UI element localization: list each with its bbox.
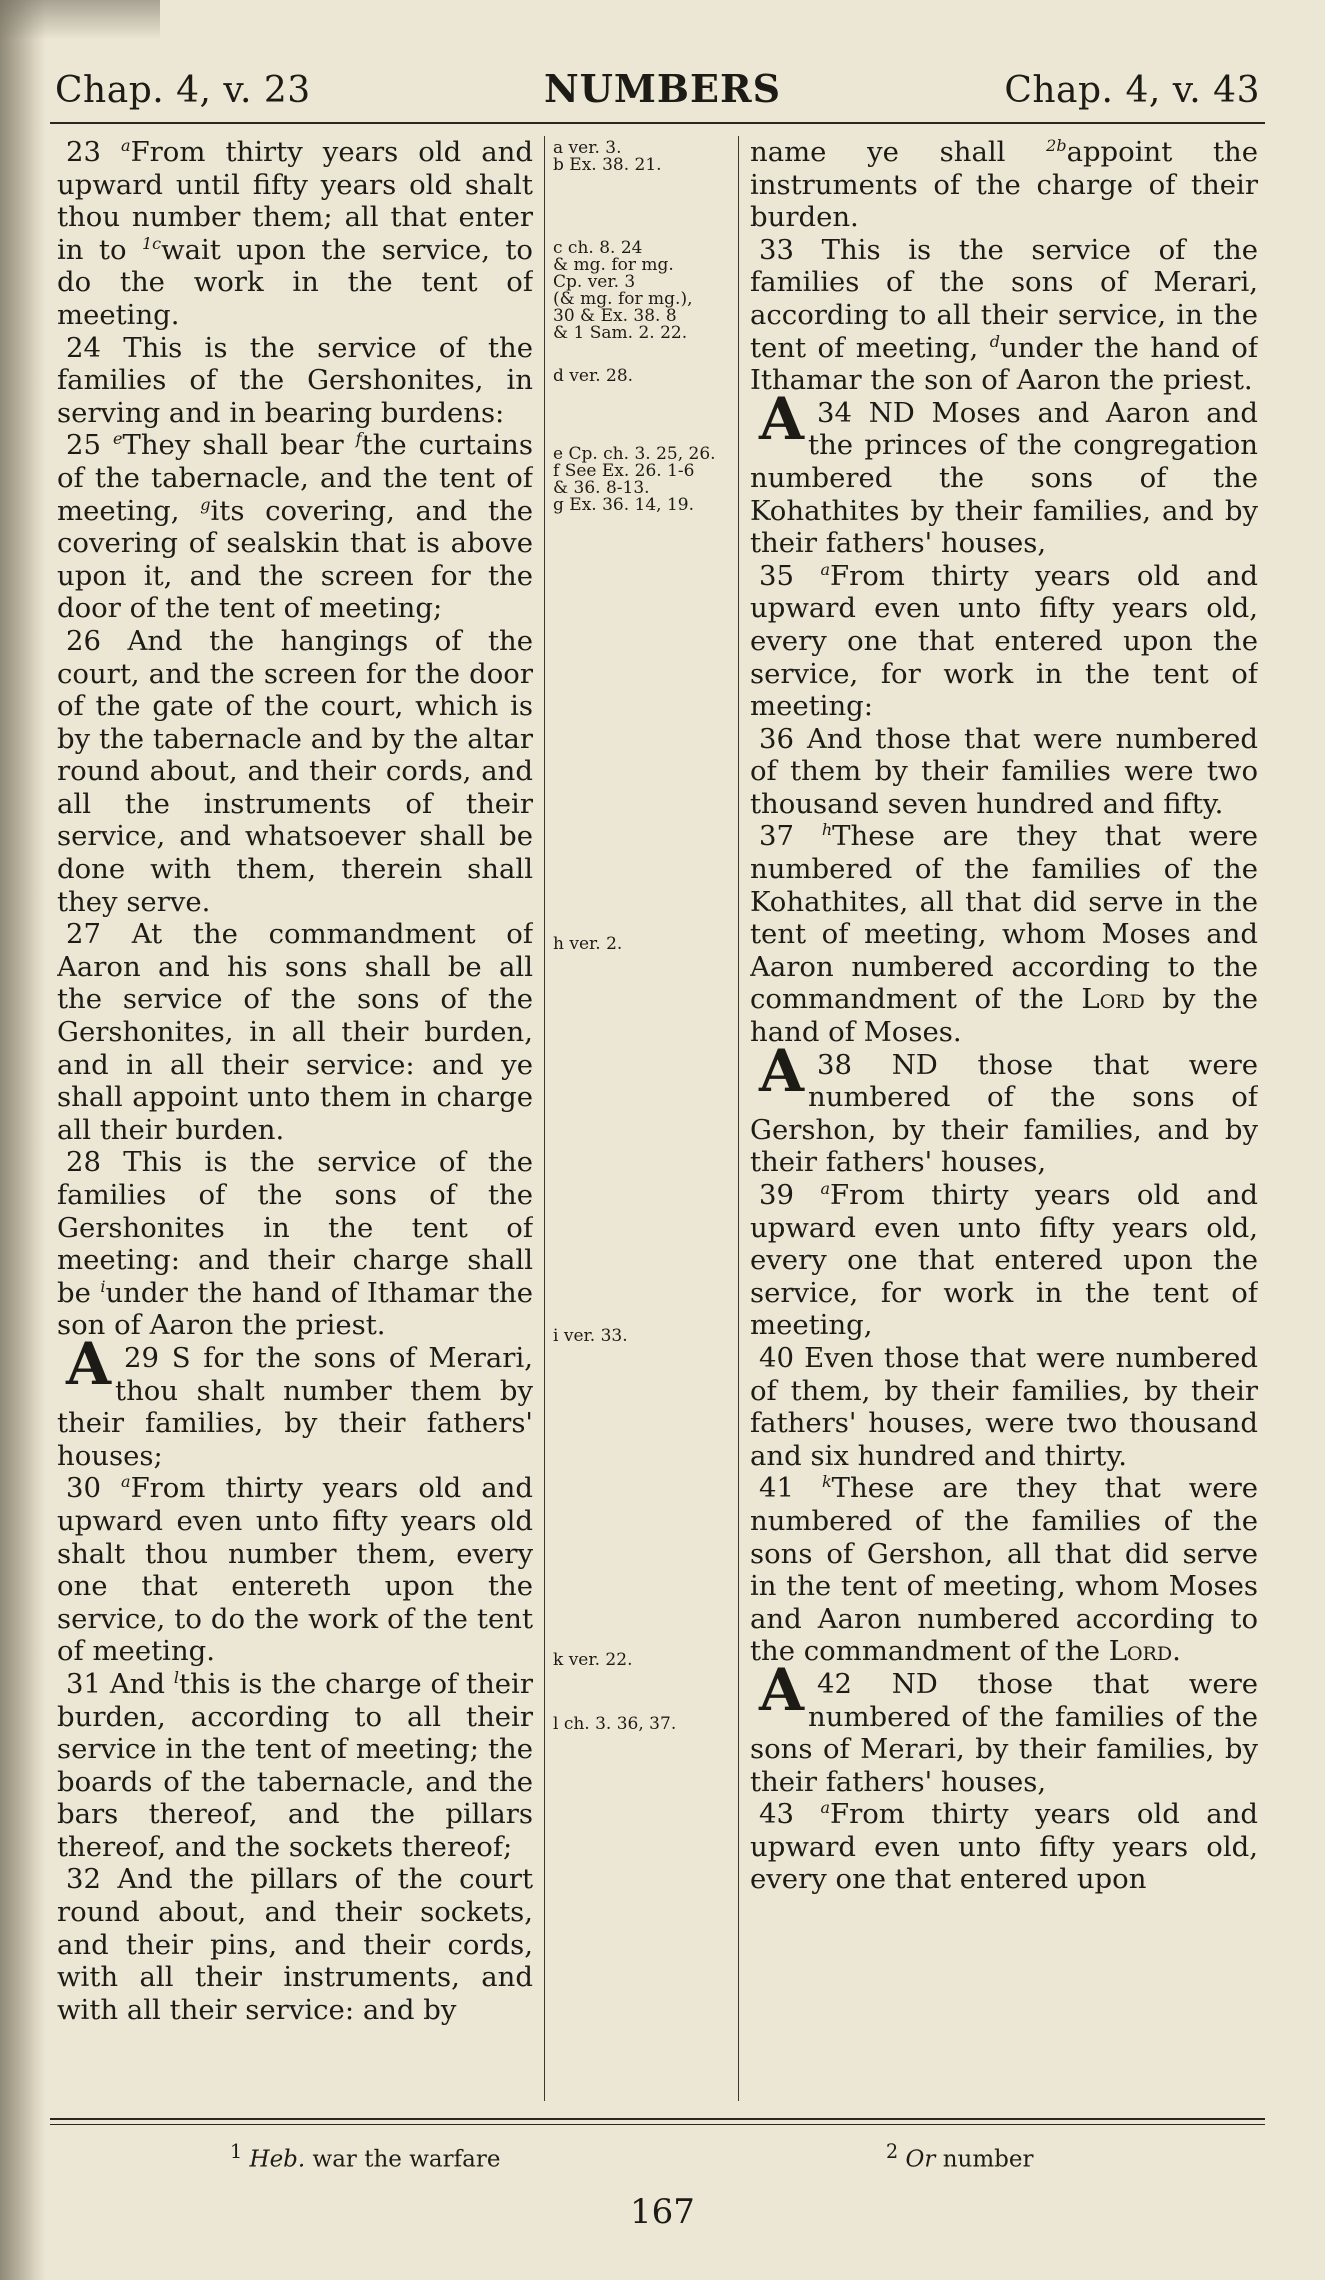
footnote-1: [230, 2140, 500, 2173]
verse-text: This is the service of the families of the Gershonites, in serving and in bearing burdens:: [57, 331, 533, 429]
verse: [57, 1668, 533, 1864]
footnote-rule: [50, 2118, 1265, 2120]
margin-note-line: i ver. 33.: [553, 1326, 628, 1346]
verse-text: .: [1172, 1635, 1181, 1668]
verse-text: These are they that were numbered of the families of the Kohathites, all that did serve in the tent of meeting, whom Moses and Aaron numbered according to the commandment of the: [750, 820, 1258, 1016]
right-text-column: [750, 136, 1258, 2106]
verse-text: ND Moses and Aaron and the princes of the congregation numbered the sons of the Kohathites by their families, and by their fathers' houses,: [750, 396, 1258, 560]
verse: [750, 820, 1258, 1048]
cross-ref-mark: 2b: [1046, 136, 1067, 155]
verse-number: 38: [817, 1048, 892, 1081]
footnote-1-text: war the warfare: [312, 2146, 501, 2173]
column-rule-left: [544, 136, 545, 2101]
verse-text: wait upon the service, to do the work in the tent of meeting.: [57, 233, 533, 331]
verse-text: under the hand of Ithamar the son of Aaron the priest.: [57, 1276, 533, 1342]
verse-text: ND those that were numbered of the families of the sons of Merari, by their families, by their fathers' houses,: [750, 1667, 1258, 1798]
verse-text: its covering, and the covering of sealskin that is above upon it, and the screen for the door of the tent of meeting;: [57, 494, 533, 625]
margin-note-line: Cp. ver. 3: [553, 272, 636, 292]
verse-number: 42: [817, 1667, 892, 1700]
margin-note: [553, 1328, 733, 1345]
cross-ref-mark: d: [989, 331, 1000, 351]
verse: [750, 1036, 1258, 1179]
page-number: 167: [630, 2192, 695, 2232]
verse-text: From thirty years old and upward even unto fifty years old, every one that entered upon: [750, 1798, 1258, 1896]
margin-note: [553, 240, 733, 342]
verse-text: And the pillars of the court round about, and their sockets, and their pins, and their cords, with all their instruments, and with all their service: and by: [57, 1863, 533, 2026]
footnote-2: [886, 2140, 1033, 2173]
verse-text: Even those that were numbered of them, by their families, by their fathers' houses, were two thousand and six hundred and thirty.: [750, 1341, 1258, 1472]
verse-text: From thirty years old and upward until fifty years old shalt thou number them; all that enter in to: [57, 136, 533, 266]
verse: [750, 234, 1258, 397]
margin-note-line: g Ex. 36. 14, 19.: [553, 495, 695, 515]
verse-number: 28: [66, 1146, 124, 1179]
verse: [57, 625, 533, 918]
verse-text: the curtains of the tabernacle, and the tent of meeting,: [57, 429, 533, 527]
verse: [750, 1472, 1258, 1668]
cross-ref-mark: a: [121, 136, 131, 155]
cross-ref-mark: a: [820, 1178, 830, 1198]
verse: [57, 1329, 533, 1472]
footnote-1-abbr: Heb.: [249, 2146, 306, 2173]
verse: [57, 136, 533, 332]
verse-text: ND those that were numbered of the sons of Gershon, by their families, and by their fathers' houses,: [750, 1048, 1258, 1179]
verse: [57, 918, 533, 1146]
verse-text: under the hand of Ithamar the son of Aaron the priest.: [750, 331, 1258, 397]
verse-text: From thirty years old and upward even unto fifty years old, every one that entered upon the service, for work in the tent of meeting:: [750, 559, 1258, 723]
divine-name: Lord: [1081, 983, 1145, 1016]
footnote-2-marker: 2: [886, 2140, 899, 2163]
verse-number: 34: [817, 396, 869, 429]
verse: [750, 384, 1258, 560]
verse: [57, 1472, 533, 1668]
footnote-rule-thin: [50, 2124, 1265, 2125]
binding-shadow: [0, 0, 46, 2280]
cross-ref-mark: a: [820, 559, 830, 579]
cross-ref-mark: g: [200, 494, 211, 514]
verse: [750, 1179, 1258, 1342]
margin-note: [553, 446, 733, 514]
left-text-column: [57, 136, 533, 2106]
column-rule-right: [738, 136, 739, 2101]
verse-number: 32: [66, 1863, 118, 1896]
drop-cap: A: [759, 384, 805, 453]
verse: [750, 1798, 1258, 1896]
header-chapter-start: Chap. 4, v. 23: [55, 70, 311, 111]
margin-note-line: & mg. for mg.: [553, 255, 674, 275]
margin-references: [553, 136, 733, 2096]
verse-text: This is the service of the families of the sons of the Gershonites in the tent of meeting: and their charge shall be: [57, 1146, 533, 1309]
verse: [57, 429, 533, 625]
header-rule: [50, 122, 1265, 124]
margin-note-line: d ver. 28.: [553, 366, 634, 386]
margin-note-line: 30 & Ex. 38. 8: [553, 306, 677, 326]
running-header: [0, 62, 1325, 122]
corner-shadow: [0, 0, 160, 40]
cross-ref-mark: a: [820, 1798, 830, 1818]
drop-cap: A: [66, 1329, 112, 1398]
drop-cap: A: [759, 1655, 805, 1724]
margin-note-line: & 1 Sam. 2. 22.: [553, 323, 688, 343]
verse-text: At the commandment of Aaron and his sons shall be all the service of the sons of the Gershonites, in all their burden, and in all their service: and ye shall appoint unto them in charge all their burden.: [57, 918, 533, 1146]
margin-note-line: e Cp. ch. 3. 25, 26.: [553, 444, 716, 464]
margin-note: [553, 140, 733, 174]
cross-ref-mark: i: [100, 1276, 106, 1296]
header-chapter-end: Chap. 4, v. 43: [1004, 70, 1260, 111]
verse: [57, 1146, 533, 1342]
verse-number: 29: [124, 1341, 172, 1374]
margin-note-line: f See Ex. 26. 1-6: [553, 461, 695, 481]
verse-text: They shall bear: [122, 429, 356, 462]
verse-text: this is the charge of their burden, according to all their service in the tent of meeting; the boards of the tabernacle, and the bars thereof, and the pillars thereof, and the sockets thereof;: [57, 1667, 533, 1863]
verse-text: And those that were numbered of them by their families were two thousand seven hundred and fifty.: [750, 722, 1258, 820]
margin-note-line: l ch. 3. 36, 37.: [553, 1714, 677, 1734]
margin-note: [553, 1716, 733, 1733]
verse-number: 27: [66, 918, 132, 951]
cross-ref-mark: 1c: [141, 233, 162, 253]
margin-note-line: & 36. 8-13.: [553, 478, 650, 498]
footnote-2-abbr: Or: [905, 2146, 936, 2173]
cross-ref-mark: a: [121, 1472, 131, 1492]
verse-text: And: [109, 1667, 174, 1700]
margin-note-line: k ver. 22.: [553, 1650, 633, 1670]
verse-number: 37: [759, 820, 822, 853]
verse-number: 31: [66, 1667, 110, 1700]
verse-number: 41: [759, 1472, 822, 1505]
margin-note: [553, 368, 733, 385]
verse-number: 24: [66, 331, 124, 364]
verse: [57, 1863, 533, 2026]
drop-cap: A: [759, 1036, 805, 1105]
cross-ref-mark: f: [355, 429, 362, 449]
verse: [57, 332, 533, 430]
verse-text: This is the service of the families of the sons of Merari, according to all their service, in the tent of meeting,: [750, 233, 1258, 364]
cross-ref-mark: e: [113, 429, 123, 449]
verse: [750, 1342, 1258, 1472]
margin-note-line: a ver. 3.: [553, 138, 622, 158]
footnote-2-text: number: [942, 2146, 1034, 2173]
verse-number: 30: [66, 1472, 122, 1505]
verse-text: From thirty years old and upward even unto fifty years old shalt thou number them, every one that entereth upon the service, to do the work of the tent of meeting.: [57, 1472, 533, 1668]
cross-ref-mark: k: [821, 1472, 832, 1492]
verse-text: name ye shall: [750, 136, 1047, 168]
verse: [750, 1655, 1258, 1798]
margin-note-line: b Ex. 38. 21.: [553, 155, 662, 175]
verse-number: 36: [759, 722, 808, 755]
verse-number: 40: [759, 1341, 805, 1374]
verse-number: 33: [759, 233, 822, 266]
verse-text: appoint the instruments of the charge of their burden.: [750, 136, 1258, 234]
verse-text: S for the sons of Merari, thou shalt number them by their families, by their fathers' houses;: [57, 1341, 533, 1472]
margin-note-line: c ch. 8. 24: [553, 238, 643, 258]
margin-note-line: h ver. 2.: [553, 934, 623, 954]
verse-text: From thirty years old and upward even unto fifty years old, every one that entered upon the service, for work in the tent of meeting,: [750, 1179, 1258, 1342]
verse-number: 35: [759, 559, 821, 592]
divine-name: Lord: [1108, 1635, 1173, 1668]
verse-number: 25: [66, 429, 114, 462]
header-book-title: NUMBERS: [543, 66, 782, 111]
cross-ref-mark: l: [173, 1667, 179, 1687]
verse-text: These are they that were numbered of the families of the sons of Gershon, all that did serve in the tent of meeting, whom Moses and Aaron numbered according to the commandment of the: [750, 1472, 1258, 1668]
margin-note-line: (& mg. for mg.),: [553, 289, 693, 309]
cross-ref-mark: h: [821, 820, 833, 840]
verse: [750, 723, 1258, 821]
verse-text: And the hangings of the court, and the screen for the door of the gate of the court, which is by the tabernacle and by the altar round about, and their cords, and all the instruments of their service, and whatsoever shall be done with them, therein shall they serve.: [57, 624, 533, 918]
verse-text: by the hand of Moses.: [750, 983, 1258, 1049]
verse-number: 26: [66, 624, 128, 657]
footnote-1-marker: 1: [230, 2140, 243, 2163]
verse-number: 39: [759, 1179, 821, 1211]
margin-note: [553, 936, 733, 953]
verse: [750, 560, 1258, 723]
margin-note: [553, 1652, 733, 1669]
verse-number: 43: [759, 1798, 821, 1831]
verse-number: 23: [66, 136, 122, 168]
verse: [750, 136, 1258, 234]
